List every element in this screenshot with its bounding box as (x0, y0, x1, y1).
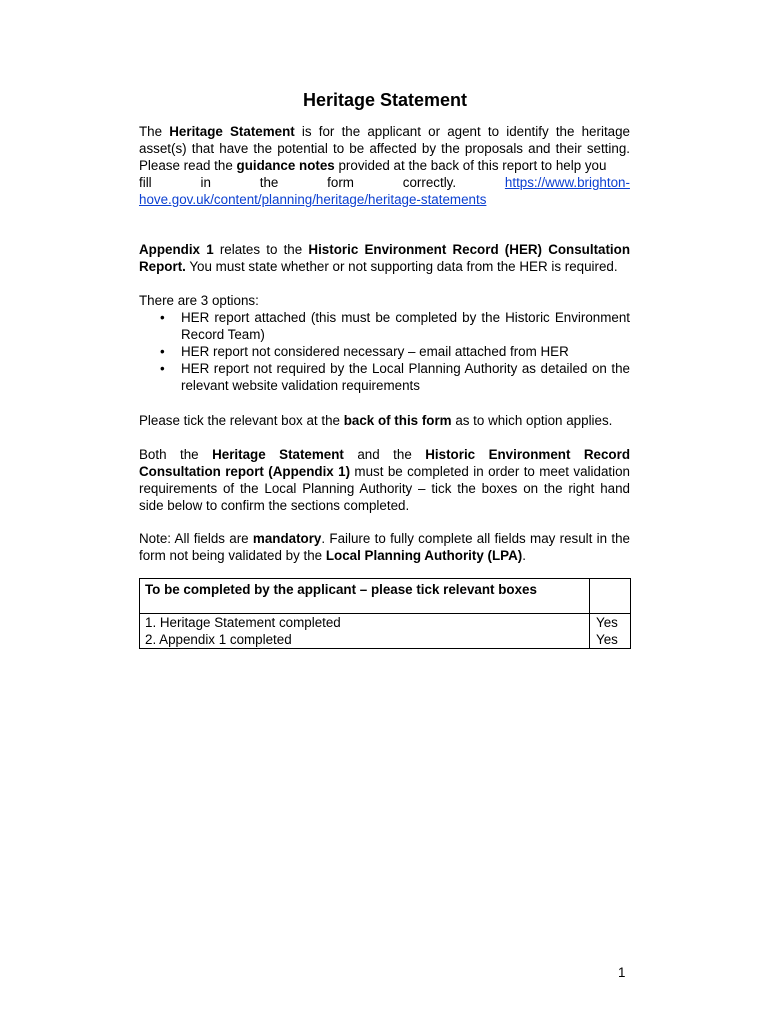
both-text: must be completed in order to meet validation requirements of the Local Planning Authority – tick the boxes on the right hand side below to confirm the sections completed. (139, 464, 630, 513)
tick-note-text: as to which option applies. (451, 413, 613, 428)
note-text: Note: All fields are (139, 531, 253, 546)
options-list-wrap (139, 309, 630, 394)
intro-text: provided at the back of this report to help you (334, 158, 607, 173)
both-text: and the (343, 447, 426, 462)
completion-table (139, 578, 631, 649)
option-text: HER report attached (this must be completed by the Historic Environment Record Team) (181, 310, 630, 342)
heritage-statements-link-cont[interactable]: hove.gov.uk/content/planning/heritage/heritage-statements (139, 192, 487, 207)
intro-word: form (327, 175, 354, 190)
tick-note-bold: back of this form (343, 413, 452, 428)
bullet-icon: • (160, 361, 165, 376)
intro-word: in (200, 175, 211, 190)
tick-note (139, 412, 630, 429)
bullet-icon: • (160, 310, 165, 325)
options-list (139, 309, 630, 394)
table-header-blank (590, 579, 631, 614)
both-text: Both the (139, 447, 213, 462)
options-intro: There are 3 options: (139, 293, 259, 308)
option-item (139, 360, 630, 394)
note-bold-term: mandatory (252, 531, 322, 546)
guidance-notes-term: guidance notes (236, 158, 335, 173)
both-paragraph (139, 446, 630, 514)
intro-word: correctly. (402, 175, 457, 190)
row-value[interactable]: Yes (596, 632, 618, 647)
table-values-cell (590, 614, 631, 649)
both-bold-term: Historic Environment Record Consultation report (Appendix 1) (139, 447, 631, 479)
option-item (139, 309, 630, 343)
option-item (139, 343, 630, 360)
appendix-paragraph (139, 241, 630, 275)
table-header: To be completed by the applicant – please tick relevant boxes (140, 579, 590, 614)
table-header-row (140, 579, 631, 614)
page-number: 1 (618, 965, 626, 980)
bullet-icon: • (160, 344, 165, 359)
appendix-text: relates to the (213, 242, 309, 257)
appendix-term: Appendix 1 (139, 242, 214, 257)
table-row (140, 614, 631, 649)
appendix-text: You must state whether or not supporting data from the HER is required. (185, 259, 618, 274)
intro-link-line (139, 174, 630, 191)
note-text: . (522, 548, 526, 563)
row-value[interactable]: Yes (596, 615, 618, 630)
table-labels-cell (140, 614, 590, 649)
intro-paragraph (139, 123, 630, 174)
intro-text: Please read the (139, 158, 237, 173)
page-title: Heritage Statement (302, 90, 468, 110)
row-label: 1. Heritage Statement completed (145, 615, 341, 630)
both-bold-term: Heritage Statement (212, 447, 344, 462)
intro-word: the (259, 175, 279, 190)
row-label: 2. Appendix 1 completed (145, 632, 292, 647)
heritage-statements-link[interactable]: https://www.brighton- (504, 175, 630, 190)
intro-text: is for the applicant or agent to identify the heritage asset(s) that have the potential to be affected by the proposals and their setting. (139, 124, 631, 156)
option-text: HER report not considered necessary – email attached from HER (181, 344, 569, 359)
note-paragraph (139, 530, 630, 564)
intro-text: The (139, 124, 170, 139)
intro-bold-term: Heritage Statement (169, 124, 295, 139)
option-text: HER report not required by the Local Planning Authority as detailed on the relevant website validation requirements (181, 361, 630, 393)
note-text: . Failure to fully complete all fields may result in the form not being validated by the (139, 531, 630, 563)
her-report-term: Historic Environment Record (HER) Consultation Report. (139, 242, 631, 274)
tick-note-text: Please tick the relevant box at the (139, 413, 344, 428)
intro-link-line-2 (139, 191, 630, 208)
note-bold-term: Local Planning Authority (LPA) (325, 548, 523, 563)
intro-word: fill (139, 175, 152, 190)
